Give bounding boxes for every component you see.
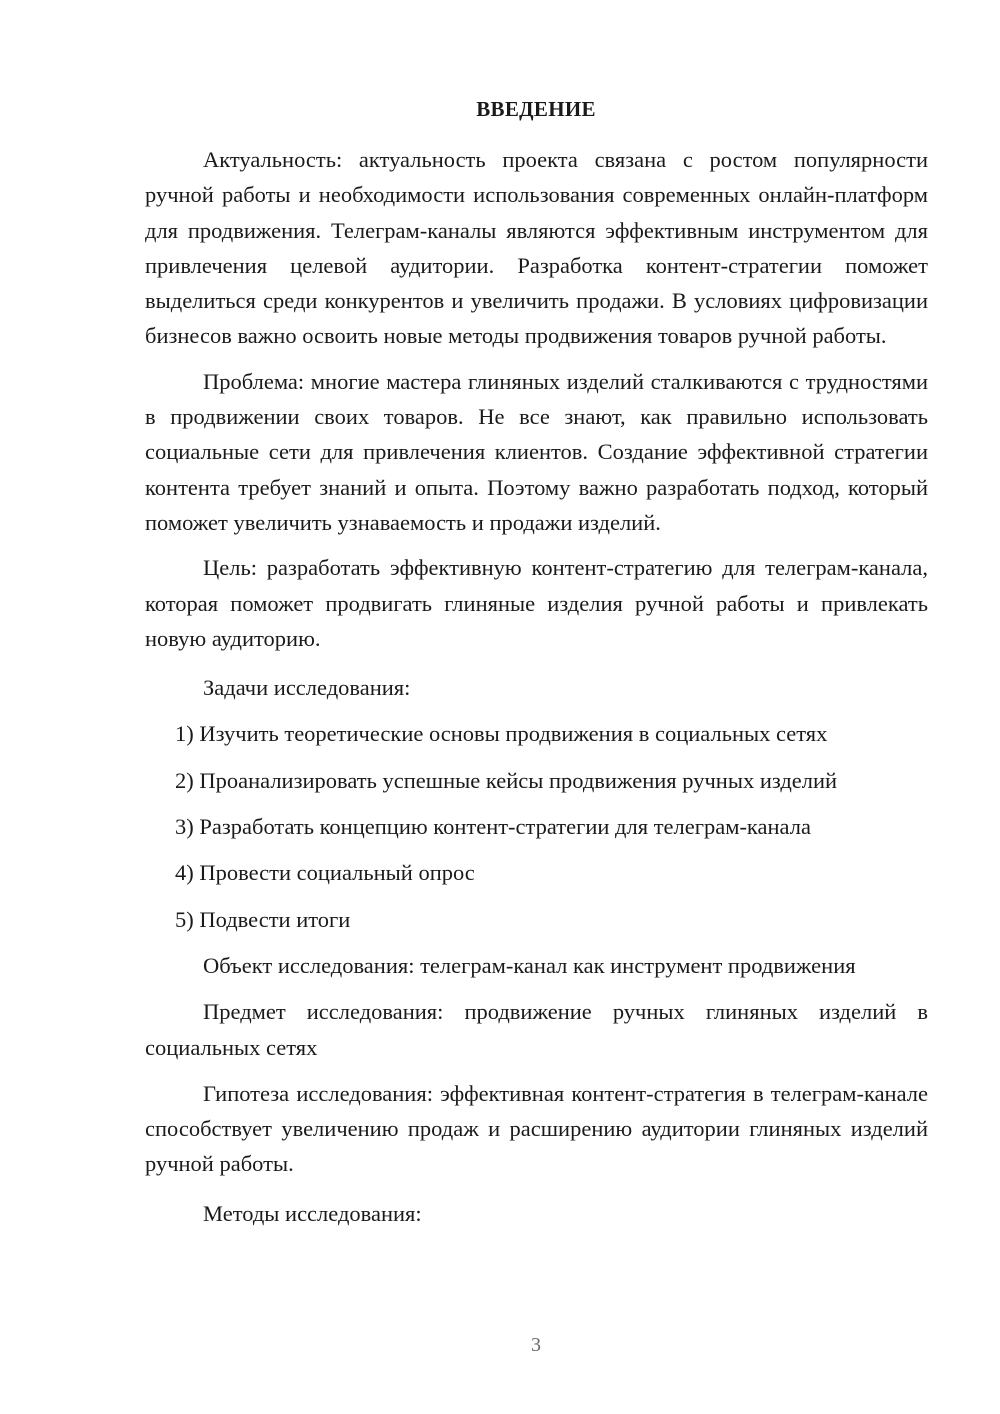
section-title: ВВЕДЕНИЕ [476, 97, 596, 121]
task-item-4: 4) Провести социальный опрос [175, 860, 475, 886]
paragraph-methods: Методы исследования: [203, 1200, 422, 1226]
document-body [145, 142, 928, 1231]
paragraph-hypothesis: Гипотеза исследования: эффективная контент-стратегия в телеграм-канале способствует увеличению продаж и расширению аудитории глиняных изделий ручной работы. [145, 1080, 928, 1177]
paragraph-object: Объект исследования: телеграм-канал как инструмент продвижения [203, 952, 856, 978]
paragraph-tasks-heading: Задачи исследования: [203, 675, 411, 701]
task-item-5: 5) Подвести итоги [175, 906, 351, 932]
paragraph-problem: Проблема: многие мастера глиняных изделий сталкиваются с трудностями в продвижении своих товаров. Не все знают, как правильно использовать социальные сети для привлечения клиентов. Создание эффективной стратегии контента требует знаний и опыта. Поэтому важно разработать подход, который поможет увеличить узнаваемость и продажи изделий. [145, 368, 928, 535]
page-number: 3 [531, 1334, 541, 1356]
task-item-1: 1) Изучить теоретические основы продвижения в социальных сетях [175, 721, 828, 747]
paragraph-goal: Цель: разработать эффективную контент-стратегию для телеграм-канала, которая поможет продвигать глиняные изделия ручной работы и привлекать новую аудиторию. [145, 555, 928, 651]
task-item-2: 2) Проанализировать успешные кейсы продвижения ручных изделий [175, 767, 838, 793]
task-item-3: 3) Разработать концепцию контент-стратегии для телеграм-канала [175, 814, 811, 840]
paragraph-subject: Предмет исследования: продвижение ручных глиняных изделий в социальных сетях [145, 999, 928, 1060]
paragraph-relevance: Актуальность: актуальность проекта связана с ростом популярности ручной работы и необходимости использования современных онлайн-платформ для продвижения. Телеграм-каналы являются эффективным инструментом для привлечения целевой аудитории. Разработка контент-стратегии поможет выделиться среди конкурентов и увеличить продажи. В условиях цифровизации бизнесов важно освоить новые методы продвижения товаров ручной работы. [145, 147, 928, 349]
